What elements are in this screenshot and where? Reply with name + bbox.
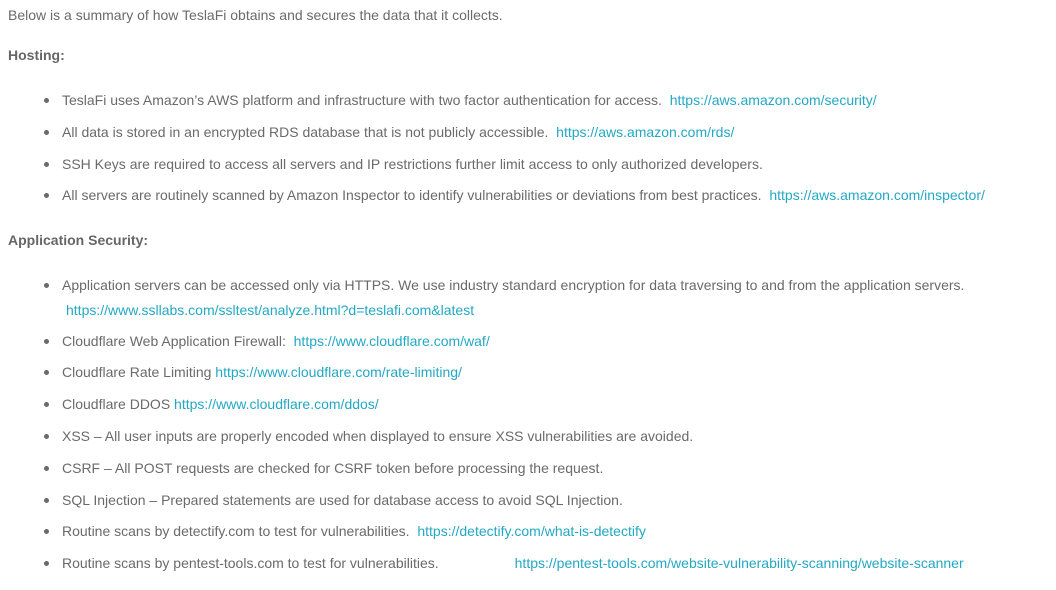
aws-security-link[interactable]: https://aws.amazon.com/security/: [669, 92, 877, 108]
list-item: [44, 120, 734, 145]
intro-text: Below is a summary of how TeslaFi obtains and secures the data that it collects.: [8, 7, 503, 23]
list-item: [44, 88, 877, 113]
item-text: Cloudflare Web Application Firewall:: [62, 333, 286, 349]
list-item: [44, 329, 490, 354]
list-item: [44, 360, 462, 385]
list-item: [44, 392, 379, 417]
item-text: Application servers can be accessed only via HTTPS. We use industry standard encryption for data traversing to and from the application servers.: [62, 277, 965, 293]
list-item: [44, 488, 623, 513]
item-text: XSS – All user inputs are properly encoded when displayed to ensure XSS vulnerabilities are avoided.: [62, 428, 694, 444]
item-text: All servers are routinely scanned by Amazon Inspector to identify vulnerabilities or deviations from best practices.: [62, 187, 762, 203]
hosting-heading: Hosting:: [8, 47, 65, 63]
item-text: SSH Keys are required to access all servers and IP restrictions further limit access to only authorized developers.: [62, 156, 763, 172]
pentest-tools-link[interactable]: https://pentest-tools.com/website-vulnerability-scanning/website-scanner: [514, 555, 964, 571]
list-item: [44, 424, 693, 449]
item-text: TeslaFi uses Amazon’s AWS platform and infrastructure with two factor authentication for access.: [62, 92, 662, 108]
aws-rds-link[interactable]: https://aws.amazon.com/rds/: [556, 124, 735, 140]
item-text: All data is stored in an encrypted RDS database that is not publicly accessible.: [62, 124, 549, 140]
list-item: [44, 273, 964, 323]
item-text: Routine scans by detectify.com to test for vulnerabilities.: [62, 523, 410, 539]
application-security-heading: Application Security:: [8, 232, 149, 248]
item-text: Cloudflare Rate Limiting: [62, 364, 212, 380]
item-text: Routine scans by pentest-tools.com to test for vulnerabilities.: [62, 555, 439, 571]
list-item: [44, 183, 985, 208]
list-item: [44, 456, 603, 481]
item-text: Cloudflare DDOS: [62, 396, 171, 412]
cloudflare-waf-link[interactable]: https://www.cloudflare.com/waf/: [293, 333, 490, 349]
list-item: [44, 519, 646, 544]
cloudflare-ddos-link[interactable]: https://www.cloudflare.com/ddos/: [174, 396, 379, 412]
item-text: CSRF – All POST requests are checked for CSRF token before processing the request.: [62, 460, 604, 476]
cloudflare-rate-limiting-link[interactable]: https://www.cloudflare.com/rate-limiting/: [215, 364, 462, 380]
list-item: [44, 551, 964, 576]
aws-inspector-link[interactable]: https://aws.amazon.com/inspector/: [769, 187, 985, 203]
item-text: SQL Injection – Prepared statements are used for database access to avoid SQL Injection.: [62, 492, 623, 508]
detectify-link[interactable]: https://detectify.com/what-is-detectify: [417, 523, 646, 539]
ssllabs-link[interactable]: https://www.ssllabs.com/ssltest/analyze.html?d=teslafi.com&latest: [66, 302, 475, 318]
list-item: [44, 152, 763, 177]
